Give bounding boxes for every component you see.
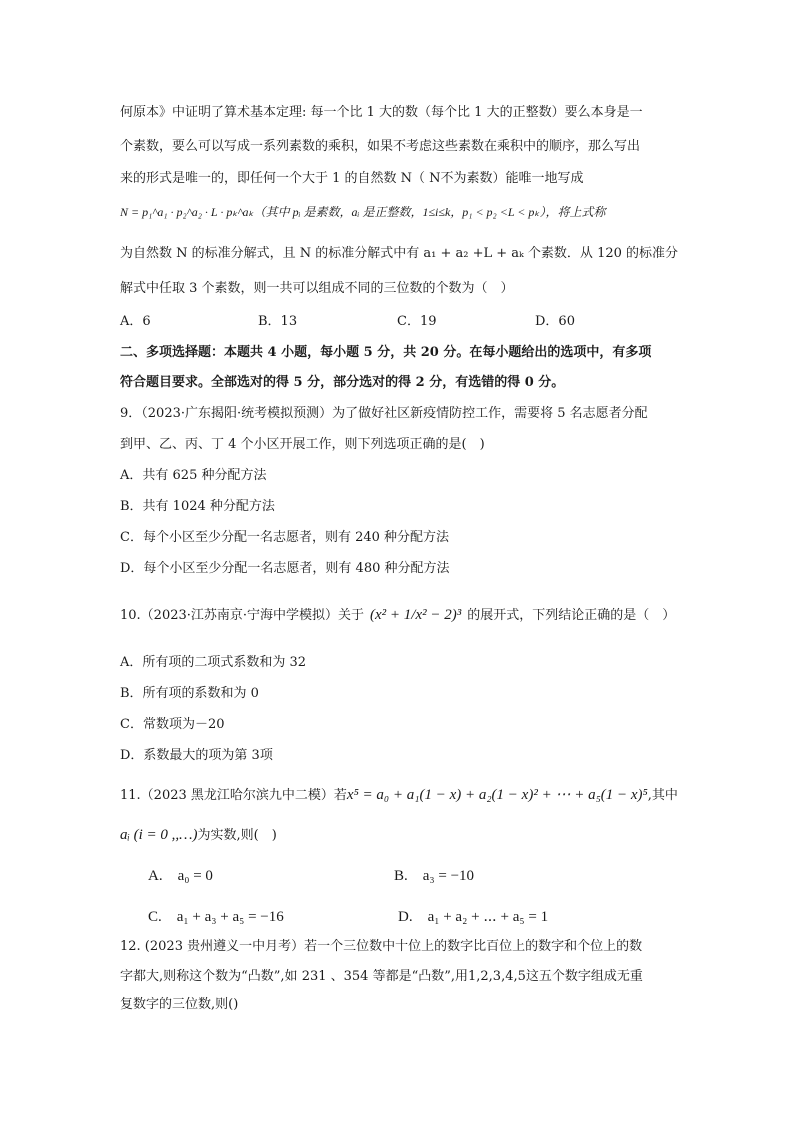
q8-line-5: 为自然数 N 的标准分解式，且 N 的标准分解式中有 a₁ + a₂ +L + aₖ 个素数．从 120 的标准分 <box>120 246 679 261</box>
q10-prefix: 10.（2023·江苏南京·宁海中学模拟）关于 <box>120 608 365 623</box>
q8-line-3: 来的形式是唯一的，即任何一个大于 1 的自然数 N（ N不为素数）能唯一地写成 <box>120 171 584 186</box>
q11-option-b: B. a₃ = −10 <box>394 868 475 884</box>
q11-prefix: 11.（2023 黑龙江哈尔滨九中二模）若 <box>120 788 347 803</box>
section-2-line-1: 二、多项选择题：本题共 4 小题，每小题 5 分，共 20 分。在每小题给出的选项中，有多项 <box>120 345 652 360</box>
q9-line-1: 9．（2023·广东揭阳·统考模拟预测）为了做好社区新疫情防控工作，需要将 5 名志愿者分配 <box>120 406 648 421</box>
q8-line-6: 解式中任取 3 个素数，则一共可以组成不同的三位数的个数为（ ） <box>120 281 514 296</box>
q11-line-2 <box>120 826 277 845</box>
q8-line-2: 个素数，要么可以写成一系列素数的乘积，如果不考虑这些素数在乘积中的顺序，那么写出 <box>120 139 641 154</box>
q8-option-d: D．60 <box>535 314 575 329</box>
q10-option-b: B．所有项的系数和为 0 <box>120 686 259 701</box>
section-2-line-2: 符合题目要求。全部选对的得 5 分，部分选对的得 2 分，有选错的得 0 分。 <box>120 375 565 390</box>
q11-suffix: ,其中 <box>647 788 678 803</box>
q11-line-2-text: 为实数,则( ) <box>197 828 277 843</box>
q8-option-c: C．19 <box>397 314 437 329</box>
q9-line-2: 到甲、乙、丙、丁 4 个小区开展工作，则下列选项正确的是( ) <box>120 437 485 452</box>
q9-option-a: A．共有 625 种分配方法 <box>120 468 267 483</box>
q9-option-b: B．共有 1024 种分配方法 <box>120 499 275 514</box>
q10-option-c: C．常数项为－20 <box>120 717 225 732</box>
q10-option-d: D．系数最大的项为第 3项 <box>120 748 273 763</box>
q11-stem <box>120 786 678 805</box>
q11-expression: x⁵ = a₀ + a₁(1 − x) + a₂(1 − x)² + ⋯ + a₅(1 − x)⁵ <box>346 787 648 803</box>
q12-line-3: 复数字的三位数,则() <box>120 997 239 1012</box>
q8-line-1: 何原本》中证明了算术基本定理: 每一个比 1 大的数（每个比 1 大的正整数）要么本身是一 <box>120 105 643 120</box>
q8-formula-line: N = p₁^a₁ · p₂^a₂ · L · pₖ^aₖ（其中 pᵢ 是素数，aᵢ 是正整数，1≤i≤k，p₁ < p₂ <L < pₖ），将上式称 <box>120 205 606 219</box>
q12-line-2: 字都大,则称这个数为“凸数”,如 231 、354 等都是“凸数”,用1,2,3,4,5这五个数字组成无重 <box>120 969 643 984</box>
q8-option-a: A．6 <box>120 314 151 329</box>
q11-option-a: A. a₀ = 0 <box>148 868 213 884</box>
q9-option-d: D．每个小区至少分配一名志愿者，则有 480 种分配方法 <box>120 561 450 576</box>
q12-line-1: 12. (2023 贵州遵义一中月考）若一个三位数中十位上的数字比百位上的数字和个位上的数 <box>120 939 643 954</box>
q10-stem <box>120 606 675 625</box>
q11-option-d: D. a₁ + a₂ + ⋯ + a₅ = 1 <box>398 909 549 925</box>
q11-option-c: C. a₁ + a₃ + a₅ = −16 <box>148 909 284 925</box>
q10-expression: (x² + 1/x² − 2)³ <box>370 607 462 623</box>
q11-ai-condition: aᵢ (i = 0 ,,…) <box>120 827 198 843</box>
q10-suffix: 的展开式，下列结论正确的是（ ） <box>467 608 676 623</box>
q9-option-c: C．每个小区至少分配一名志愿者，则有 240 种分配方法 <box>120 530 450 545</box>
q10-option-a: A．所有项的二项式系数和为 32 <box>120 655 307 670</box>
q8-option-b: B．13 <box>258 314 298 329</box>
